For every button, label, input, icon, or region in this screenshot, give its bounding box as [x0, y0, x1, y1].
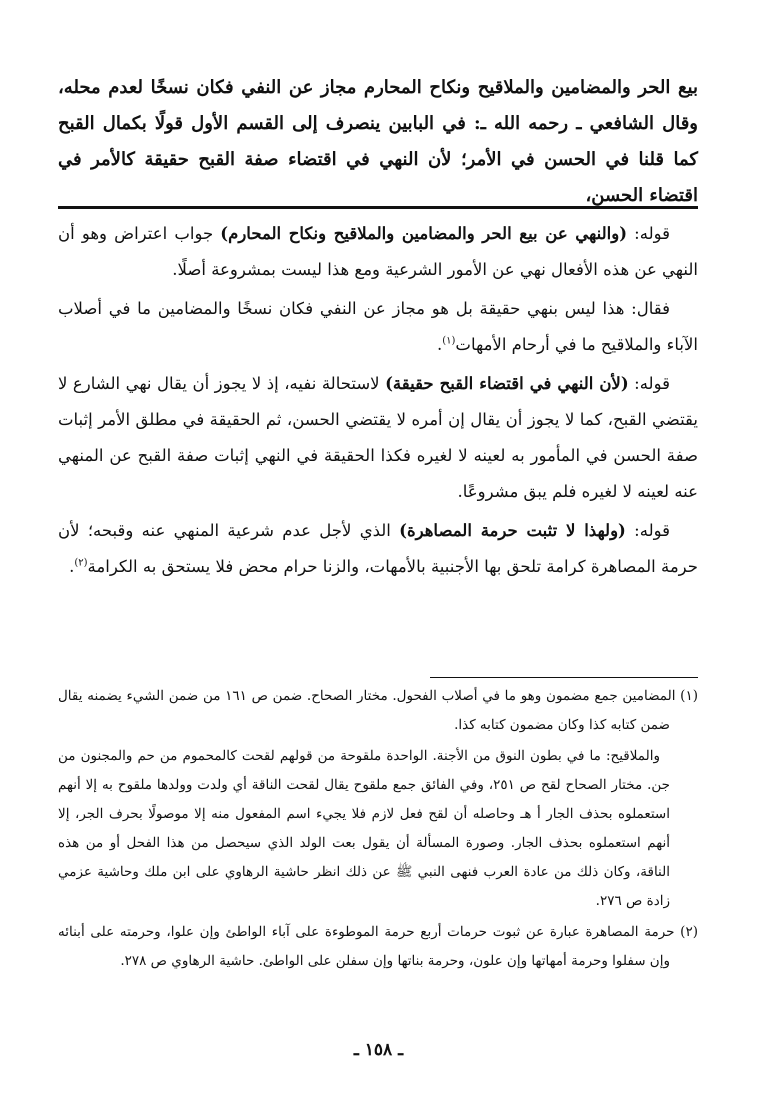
commentary-body: لاستحالة نفيه، إذ لا يجوز أن يقال نهي الشارع لا يقتضي القبح، كما لا يجوز أن يقال إن أمره لا يقتضي الحسن، ثم الحقيقة في مطلق الأمر إثبات صفة الحسن في المأمور به لعينه لا لغيره فكذا الحقيقة في النهي إثبات صفة القبح عن المنهي عنه لعينه لا لغيره فلم يبق مشروعًا.: [58, 374, 698, 501]
commentary-block: [58, 216, 698, 588]
commentary-paragraph-3: [58, 366, 698, 510]
footnote-ref-2: (٢): [74, 557, 88, 569]
footnote-divider: [430, 677, 698, 678]
footnote-1: (١) المضامين جمع مضمون وهو ما في أصلاب الفحول. مختار الصحاح. ضمن ص ١٦١ من ضمن الشيء يضمنه يقال ضمن كتابه كذا وكان مضمون كتابه كذا.: [58, 688, 698, 733]
commentary-lead: قوله:: [627, 224, 671, 243]
commentary-paragraph-1: [58, 216, 698, 288]
footnote-2: (٢) حرمة المصاهرة عبارة عن ثبوت حرمات أربع حرمة الموطوءة على آباء الواطئ وإن علوا، وحرمته على أبنائه وإن سفلوا وحرمة أمهاتها وإن علون، وحرمة بناتها وإن سفلن على الواطئ. حاشية الرهاوي ص ٢٧٨.: [58, 924, 698, 969]
section-divider: [58, 206, 698, 209]
commentary-body: جواب اعتراض وهو أن النهي عن هذه الأفعال نهي عن الأمور الشرعية ومع هذا ليست بمشروعة أصلًا.: [58, 224, 698, 279]
footnote-ref-1: (١): [442, 335, 456, 347]
commentary-quote: (ولهذا لا تثبت حرمة المصاهرة): [399, 521, 626, 540]
commentary-lead: قوله:: [628, 374, 670, 393]
commentary-body: فقال: هذا ليس بنهي حقيقة بل هو مجاز عن النفي فكان نسخًا والمضامين ما في أصلاب الآباء والملاقيح ما في أرحام الأمهات: [58, 299, 698, 354]
commentary-body: الذي لأجل عدم شرعية المنهي عنه وقبحه؛ لأن حرمة المصاهرة كرامة تلحق بها الأجنبية بالأمهات، والزنا حرام محض فلا يستحق به الكرامة: [58, 521, 698, 576]
main-text-block: [58, 70, 698, 214]
commentary-paragraph-2: [58, 291, 698, 363]
commentary-paragraph-4: [58, 513, 698, 585]
commentary-quote: (لأن النهي في اقتضاء القبح حقيقة): [385, 374, 629, 393]
commentary-end: .: [69, 557, 75, 576]
commentary-end: .: [436, 335, 443, 354]
commentary-lead: قوله:: [625, 521, 671, 540]
page-number: ـ ١٥٨ ـ: [353, 1040, 404, 1060]
footnotes-block: [58, 682, 698, 978]
main-text-paragraph: بيع الحر والمضامين والملاقيح ونكاح المحارم مجاز عن النفي فكان نسخًا لعدم محله، وقال الشافعي ـ رحمه الله ـ: في البابين ينصرف إلى القسم الأول قولًا بكمال القبح كما قلنا في الحسن في الأمر؛ لأن النهي في اقتضاء صفة القبح حقيقة كالأمر في اقتضاء الحسن،: [58, 77, 698, 206]
commentary-quote: (والنهي عن بيع الحر والمضامين والملاقيح ونكاح المحارم): [220, 224, 628, 243]
footnote-1-continuation: والملاقيح: ما في بطون النوق من الأجنة. الواحدة ملقوحة من قولهم لقحت كالمحموم من حم والمجنون من جن. مختار الصحاح لقح ص ٢٥١، وفي الفائق جمع ملقوح يقال لقحت الناقة أي ولدت وولدها ملقوح به إلا أنهم استعملوه بحذف الجار أ هـ وحاصله أن لقح فعل لازم فلا يجيء اسم المفعول منه إلا موصولًا بحرف الجر، إلا أنهم استعملوه بحذف الجار. وصورة المسألة أن يقول بعت الولد الذي سيحصل من هذا الفحل أو من هذه الناقة، وكان ذلك من عادة العرب فنهى النبي ﷺ عن ذلك انظر حاشية الرهاوي على ابن ملك وحاشية عزمي زادة ص ٢٧٦.: [58, 748, 670, 909]
